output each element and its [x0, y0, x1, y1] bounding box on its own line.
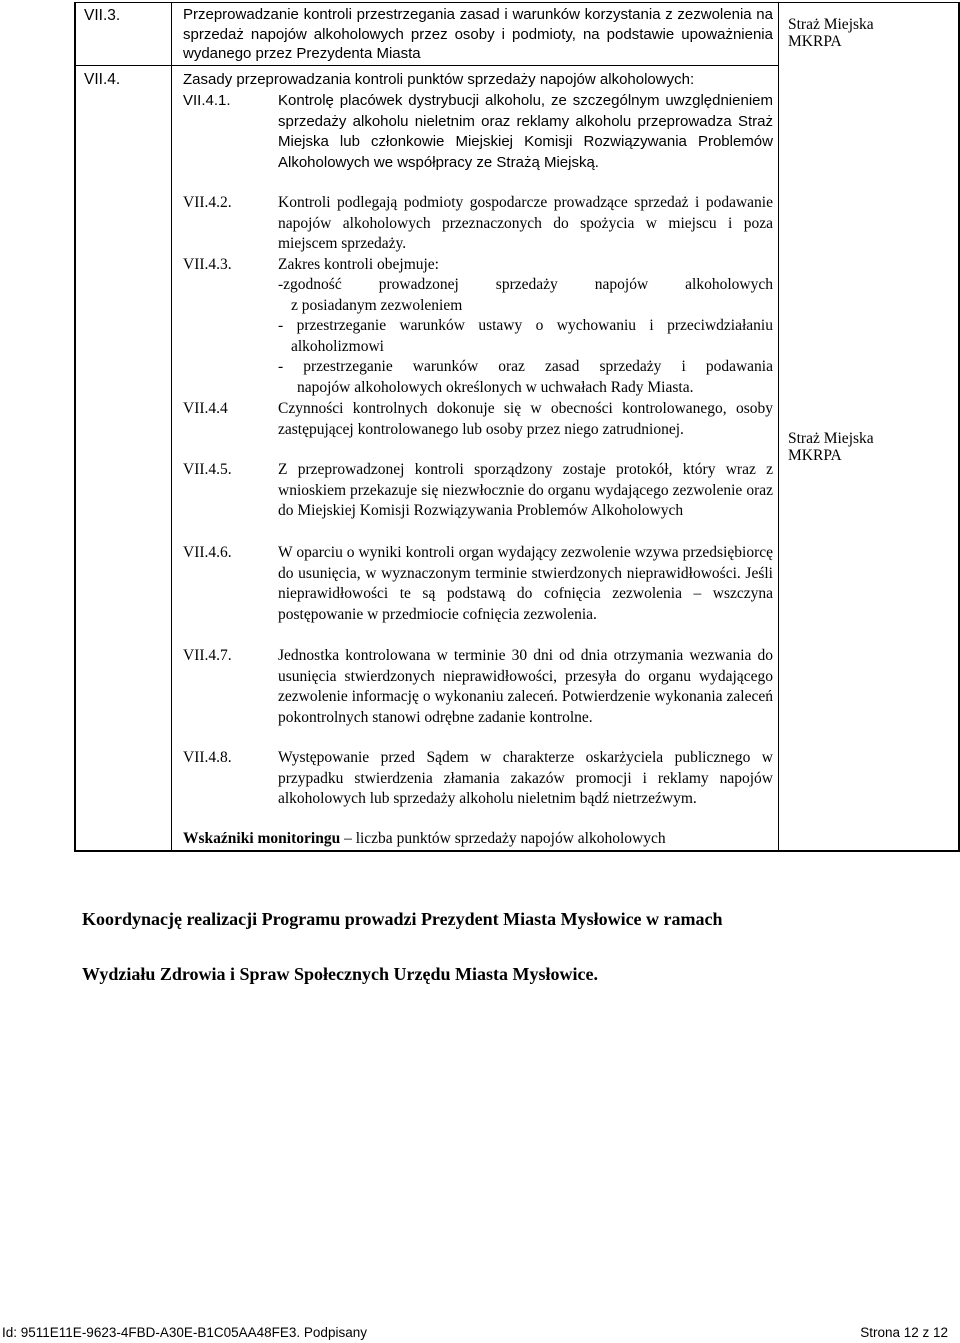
bullet-3-cont: napojów alkoholowych określonych w uchwałach Rady Miasta. [297, 379, 694, 396]
responsible-straz-miejska: Straż Miejska [788, 16, 874, 33]
responsible-cell-1 [788, 16, 948, 50]
responsible-mkrpa-2: MKRPA [788, 447, 842, 464]
table-left-border [74, 2, 76, 852]
responsible-straz-miejska-2: Straż Miejska [788, 430, 874, 447]
bullet-3-lead: - przestrzeganie warunków oraz zasad sprzedaży i podawania [278, 358, 773, 375]
subitem-text-1: Kontrolę placówek dystrybucji alkoholu, ze szczególnym uwzględnieniem sprzedaży alkoholu nieletnim oraz reklamy alkoholu przeprowadza Straż Miejska lub członkowie Miejskiej Komisji Rozwiązywania Problemów Alkoholowych we współpracy ze Strażą Miejską. [278, 92, 773, 171]
subitem-text-6: W oparciu o wyniki kontroli organ wydający zezwolenie wzywa przedsiębiorcę do usunięcia, w wyznaczonym terminie stwierdzonych nieprawidłowości. Jeśli nieprawidłowości te są podstawą do cofnięcia zezwolenia – wszczyna postępowanie w przedmiocie cofnięcia zezwolenia. [278, 544, 773, 623]
responsible-mkrpa: MKRPA [788, 33, 842, 50]
page-number: Strona 12 z 12 [860, 1325, 948, 1340]
subitem-text-5: Z przeprowadzonej kontroli sporządzony zostaje protokół, który wraz z wnioskiem przekazuje się niezwłocznie do organu wydającego zezwolenie oraz do Miejskiej Komisji Rozwiązywania Problemów Alkoholowych [278, 461, 773, 519]
subitem-text-2: Kontroli podlegają podmioty gospodarcze prowadzące sprzedaż i podawanie napojów alkoholowych przeznaczonych do spożycia w miejscu i poza miejscem sprzedaży. [278, 194, 773, 252]
subitem-text-4: Czynności kontrolnych dokonuje się w obecności kontrolowanego, osoby zastępującej kontrolowanego lub osoby przez niego zatrudnionej. [278, 400, 773, 438]
closing-line-1: Koordynację realizacji Programu prowadzi Prezydent Miasta Mysłowice w ramach [82, 909, 723, 929]
row-divider [74, 65, 778, 66]
subitem-number-2: VII.4.2. [183, 194, 232, 211]
subitem-text-7: Jednostka kontrolowana w terminie 30 dni od dnia otrzymania wezwania do usunięcia stwierdzonych nieprawidłowości, przesyła do organu wydającego zezwolenie informację o wykonaniu zaleceń. Potwierdzenie wykonania zaleceń pokontrolnych stanowi odrębne zadanie kontrolne. [278, 647, 773, 726]
subitem-number-6: VII.4.6. [183, 544, 232, 561]
row-number-vii4: VII.4. [84, 71, 121, 88]
indicator-label: Wskaźniki monitoringu [183, 830, 341, 847]
row-text-vii3: Przeprowadzanie kontroli przestrzegania zasad i warunków korzystania z zezwolenia na sprzedaż napojów alkoholowych przez osoby i podmioty, na podstawie upoważnienia wydanego przez Prezydenta Miasta [183, 6, 773, 62]
subitem-intro-3: Zakres kontroli obejmuje: [278, 256, 439, 273]
subitem-number-7: VII.4.7. [183, 647, 232, 664]
table-bottom-border [74, 850, 960, 852]
subitem-number-8: VII.4.8. [183, 749, 232, 766]
row-text-vii4: Zasady przeprowadzania kontroli punktów sprzedaży napojów alkoholowych: [183, 71, 695, 88]
document-id: Id: 9511E11E-9623-4FBD-A30E-B1C05AA48FE3. Podpisany [2, 1325, 367, 1340]
responsible-cell-2 [788, 430, 948, 464]
column-divider-responsible [778, 2, 779, 850]
bullet-1-lead: -zgodność prowadzonej sprzedaży napojów alkoholowych [278, 276, 773, 293]
bullet-2-lead: - przestrzeganie warunków ustawy o wychowaniu i przeciwdziałaniu [278, 317, 773, 334]
subitem-number-5: VII.4.5. [183, 461, 232, 478]
subitem-number-3: VII.4.3. [183, 256, 232, 273]
closing-line-2: Wydziału Zdrowia i Spraw Społecznych Urzędu Miasta Mysłowice. [82, 964, 598, 984]
bullet-2-cont: alkoholizmowi [291, 338, 384, 355]
monitoring-indicator [183, 829, 773, 850]
column-divider-number [171, 2, 172, 850]
subitem-number-4: VII.4.4 [183, 400, 228, 417]
indicator-text: – liczba punktów sprzedaży napojów alkoholowych [340, 830, 666, 847]
subitem-number-1: VII.4.1. [183, 92, 231, 109]
row-number-vii3: VII.3. [84, 7, 121, 24]
table-top-border [74, 2, 960, 3]
subitem-text-8: Występowanie przed Sądem w charakterze oskarżyciela publicznego w przypadku stwierdzenia złamania zakazów promocji i reklamy napojów alkoholowych lub sprzedaży alkoholu nieletnim bądź nietrzeźwym. [278, 749, 773, 807]
bullet-1-cont: z posiadanym zezwoleniem [291, 297, 463, 314]
